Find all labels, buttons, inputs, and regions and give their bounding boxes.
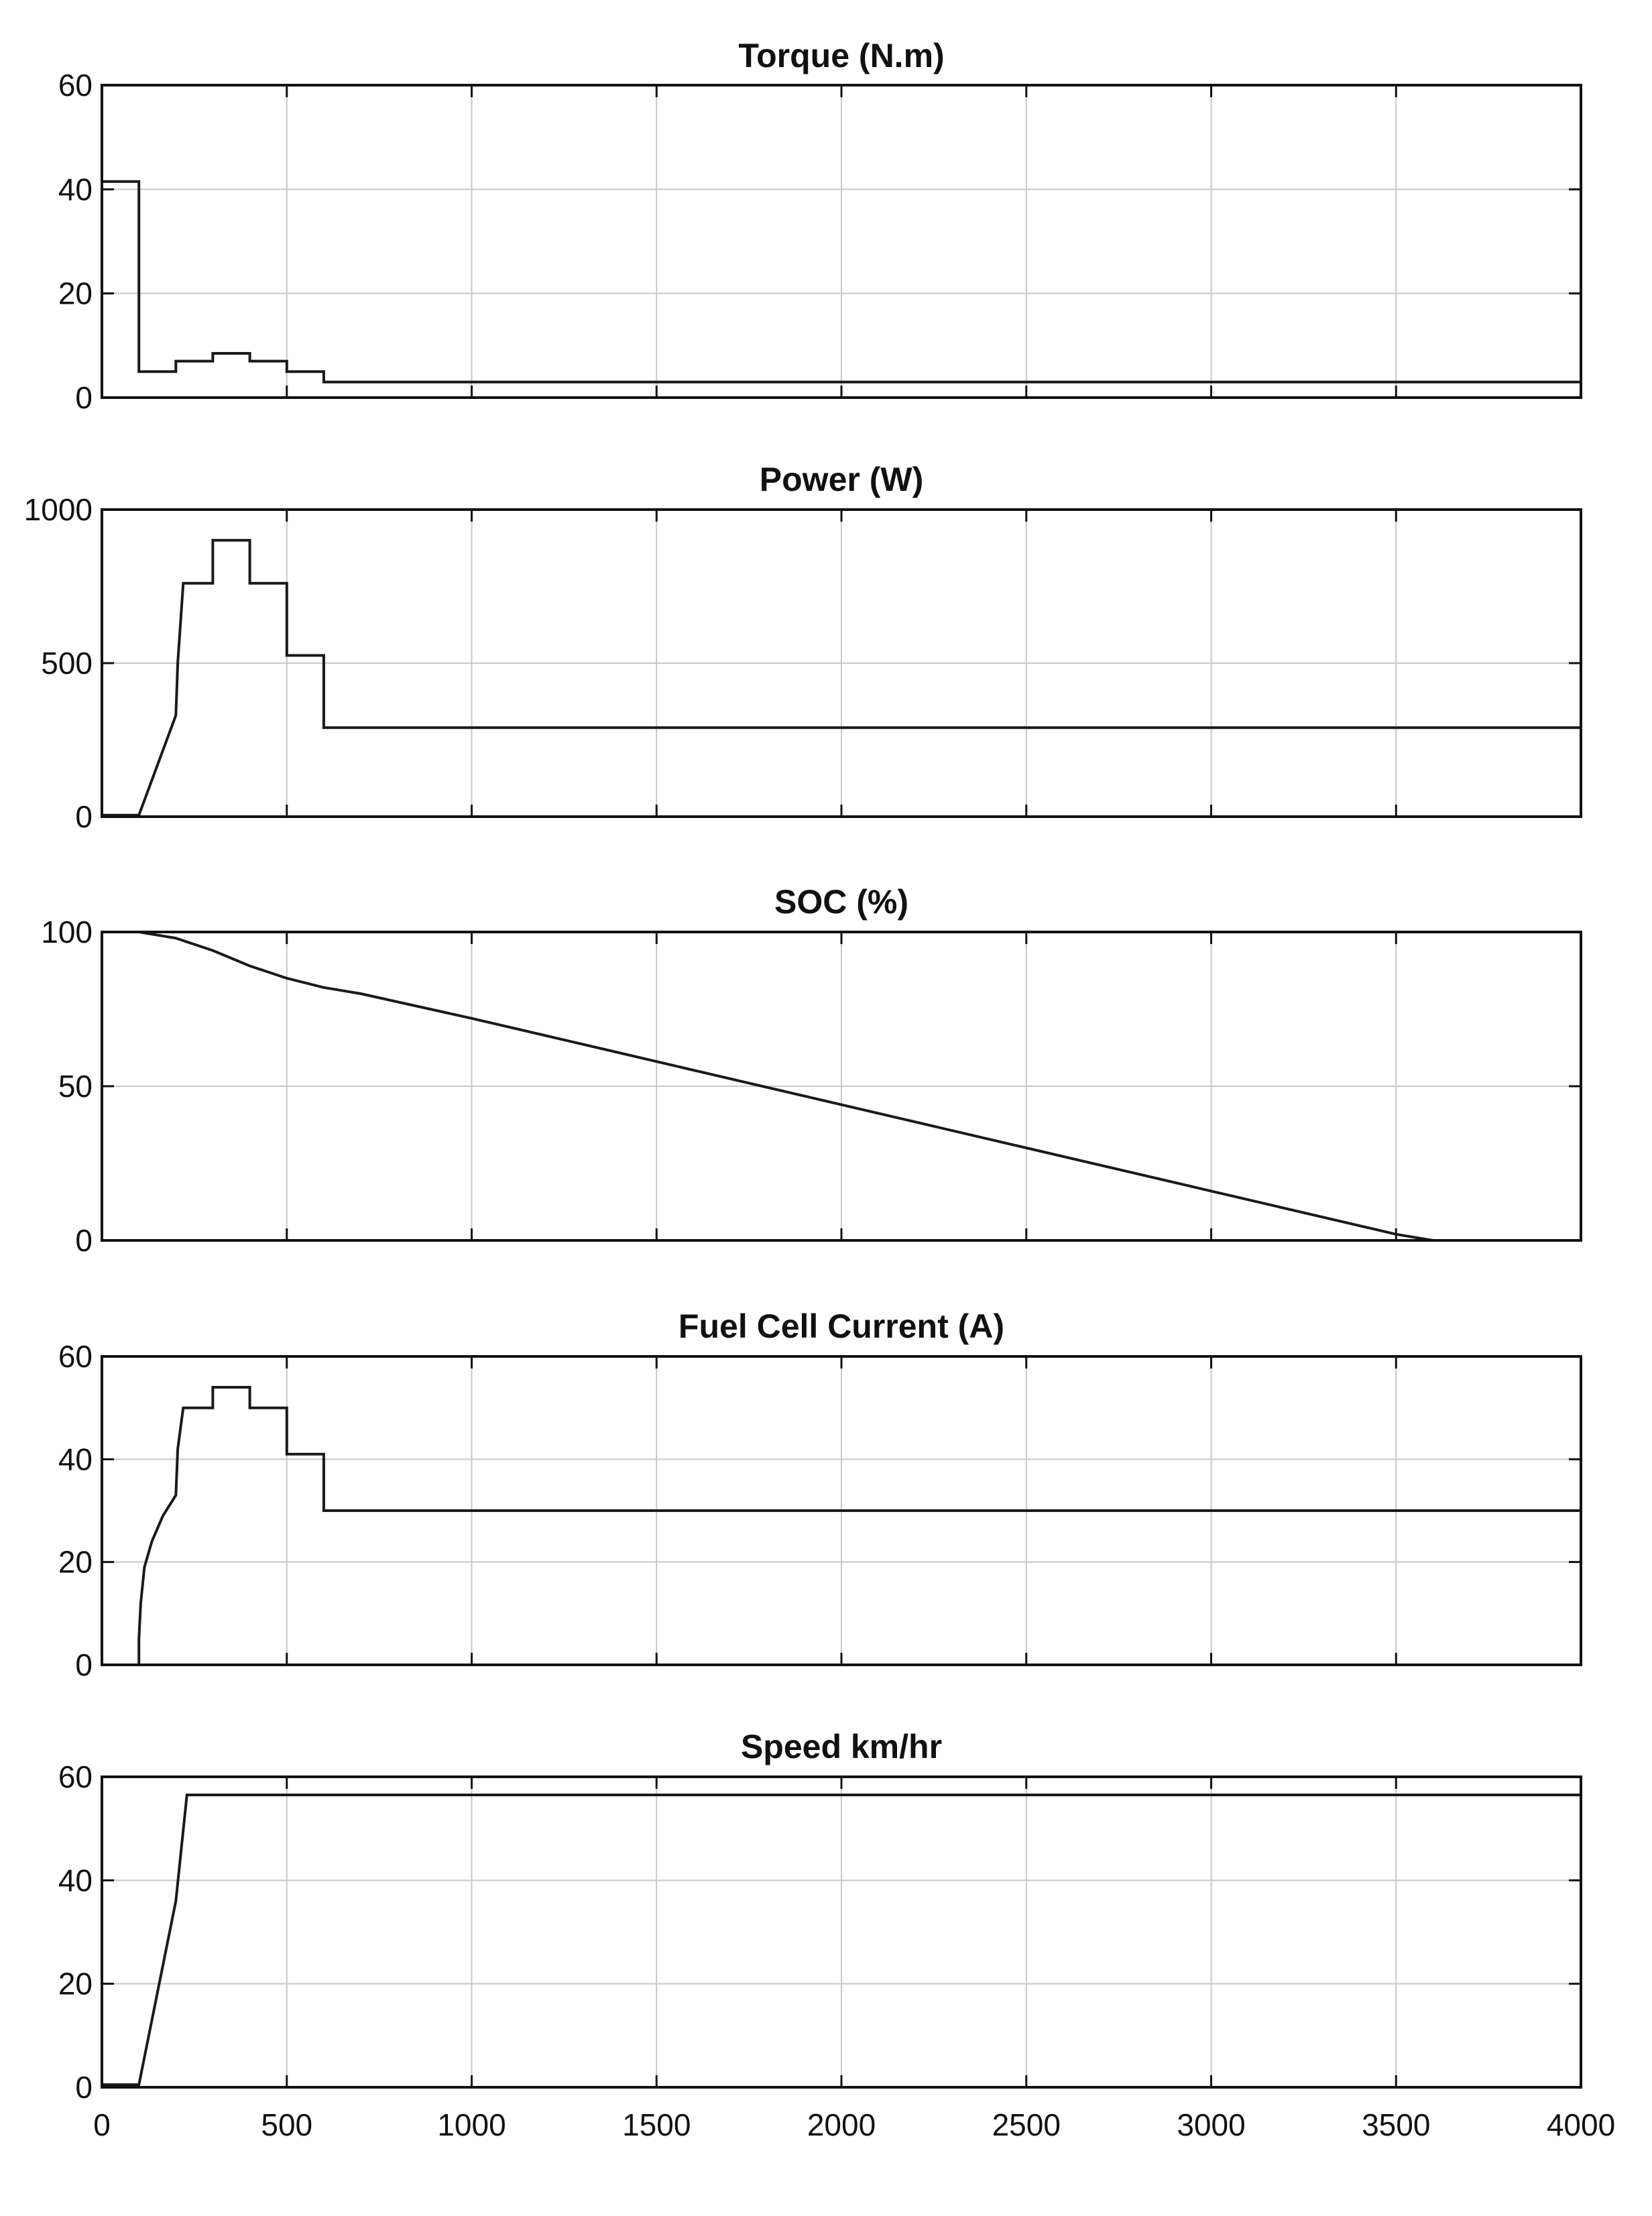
y-tick-label: 50 — [58, 1069, 93, 1104]
chart-title: Torque (N.m) — [738, 37, 945, 74]
y-tick-label: 1000 — [23, 492, 93, 527]
y-tick-label: 0 — [75, 380, 93, 415]
y-tick-label: 40 — [58, 1863, 93, 1898]
y-tick-label: 20 — [58, 276, 93, 311]
x-tick-label: 2000 — [807, 2107, 876, 2142]
y-tick-label: 20 — [58, 1544, 93, 1580]
x-tick-label: 1500 — [622, 2107, 691, 2142]
chart-title: SOC (%) — [774, 883, 908, 921]
y-tick-label: 60 — [58, 1339, 93, 1374]
y-tick-label: 20 — [58, 1966, 93, 2001]
y-tick-label: 60 — [58, 68, 93, 103]
y-tick-label: 0 — [75, 1647, 93, 1682]
chart-title: Speed km/hr — [740, 1728, 943, 1765]
chart-panel-1 — [58, 37, 1581, 415]
y-tick-label: 60 — [58, 1759, 93, 1794]
chart-panel-4 — [58, 1307, 1581, 1682]
chart-title: Fuel Cell Current (A) — [678, 1307, 1005, 1345]
series-line-1 — [139, 1387, 1581, 1665]
chart-panel-2 — [24, 461, 1581, 834]
x-tick-label: 3000 — [1177, 2107, 1246, 2142]
x-tick-label: 500 — [261, 2107, 313, 2142]
x-tick-label: 4000 — [1546, 2107, 1616, 2142]
x-tick-label: 1000 — [437, 2107, 506, 2142]
y-tick-label: 40 — [58, 172, 93, 207]
chart-panel-3 — [41, 883, 1581, 1258]
y-tick-label: 100 — [41, 915, 93, 949]
y-tick-label: 500 — [41, 646, 93, 681]
x-tick-label: 0 — [93, 2107, 111, 2142]
x-tick-label: 3500 — [1362, 2107, 1431, 2142]
chart-panel-5 — [58, 1728, 1615, 2142]
chart-title: Power (W) — [759, 461, 924, 498]
x-tick-label: 2500 — [992, 2107, 1061, 2142]
y-tick-label: 0 — [75, 2070, 93, 2105]
y-tick-label: 40 — [58, 1442, 93, 1477]
y-tick-label: 0 — [75, 799, 93, 834]
y-tick-label: 0 — [75, 1223, 93, 1258]
